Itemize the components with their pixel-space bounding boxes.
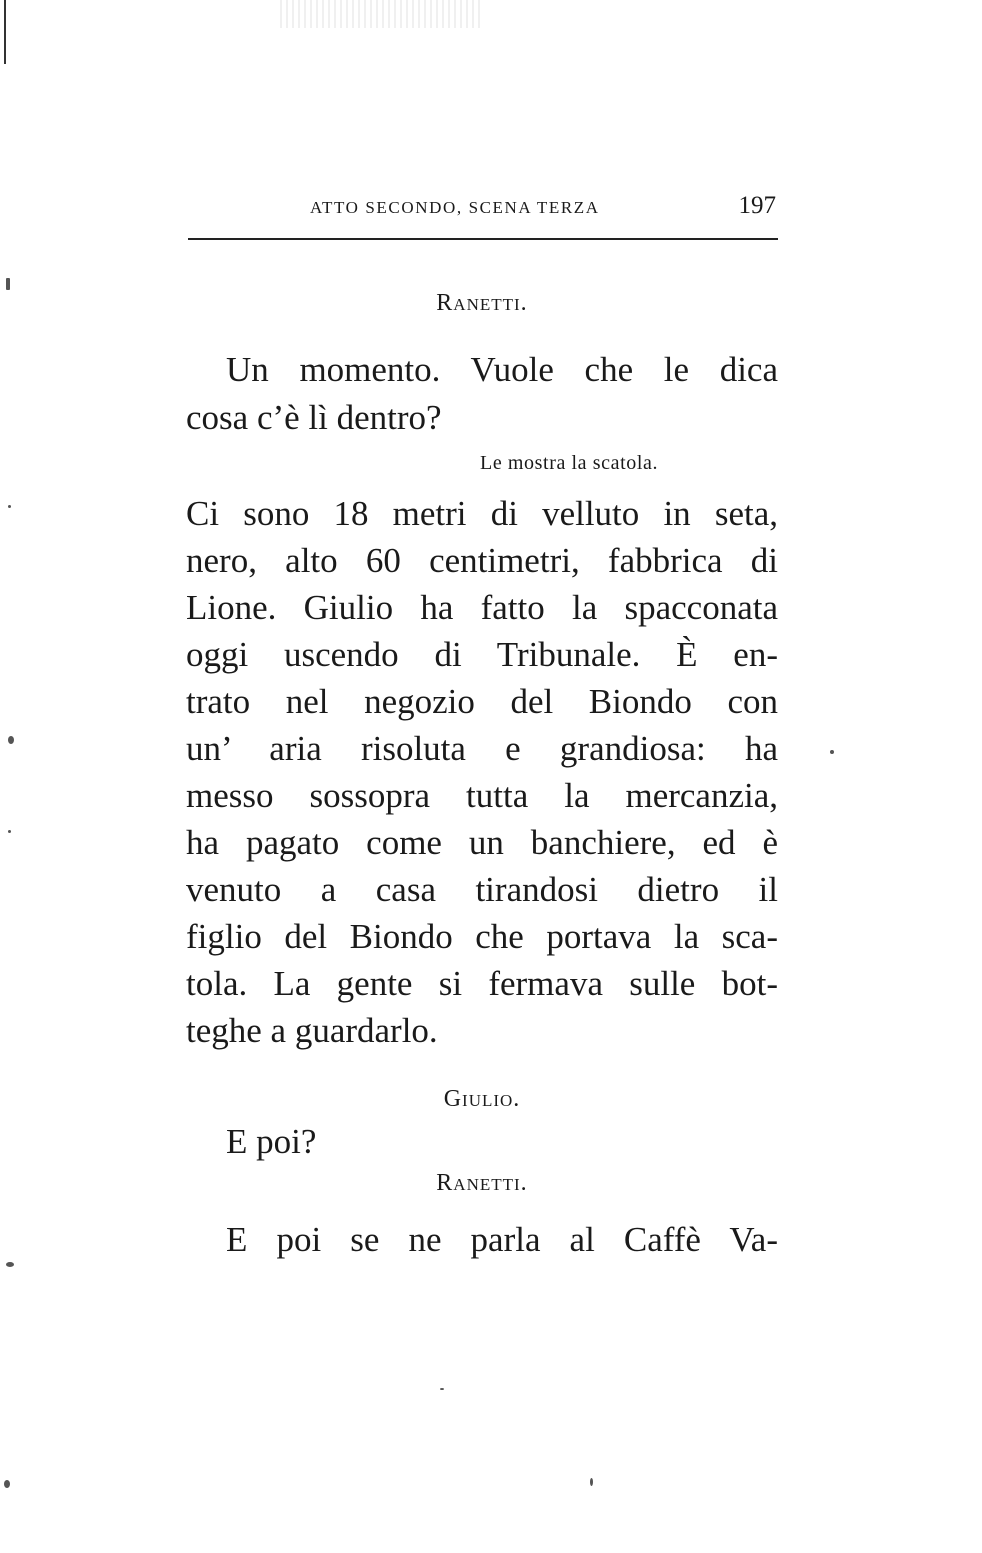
text-line: cosa c’è lì dentro? (186, 398, 442, 437)
speaker-name: Ranetti. (436, 1170, 528, 1196)
page-number: 197 (738, 192, 776, 219)
text-line: E poi? (226, 1122, 317, 1161)
text-line: venuto a casa tirandosi dietro il (186, 870, 778, 909)
scan-speck (8, 830, 11, 833)
text-line: un’ aria risoluta e grandiosa: ha (186, 729, 778, 768)
scan-speck (6, 278, 10, 290)
stage-direction: Le mostra la scatola. (480, 452, 659, 474)
speaker-name: Ranetti. (436, 290, 528, 316)
text-line: trato nel negozio del Biondo con (186, 682, 778, 721)
text-line: ha pagato come un banchiere, ed è (186, 823, 778, 862)
scan-edge-mark (4, 0, 6, 64)
speaker-name: Giulio. (443, 1086, 521, 1112)
text-line: figlio del Biondo che portava la sca- (186, 917, 778, 956)
text-line: Ci sono 18 metri di velluto in seta, (186, 494, 778, 533)
running-header (188, 192, 778, 228)
text-line: Lione. Giulio ha fatto la spacconata (186, 588, 778, 627)
scan-speck (8, 505, 11, 508)
scan-speck (830, 750, 834, 754)
text-line: nero, alto 60 centimetri, fabbrica di (186, 541, 778, 580)
text-line: teghe a guardarlo. (186, 1011, 438, 1050)
running-title: ATTO SECONDO, SCENA TERZA (310, 198, 600, 217)
scan-speck (4, 1480, 10, 1488)
text-line: E poi se ne parla al Caffè Va- (226, 1220, 778, 1259)
scan-speck (8, 736, 14, 744)
text-line: oggi uscendo di Tribunale. È en- (186, 635, 778, 674)
text-line: messo sossopra tutta la mercanzia, (186, 776, 778, 815)
scan-speck (590, 1478, 593, 1486)
header-rule (188, 238, 778, 240)
text-line: tola. La gente si fermava sulle bot- (186, 964, 778, 1003)
scan-top-noise (280, 0, 480, 28)
scan-speck (440, 1388, 444, 1390)
scan-speck (6, 1262, 14, 1267)
text-line: Un momento. Vuole che le dica (226, 350, 778, 389)
